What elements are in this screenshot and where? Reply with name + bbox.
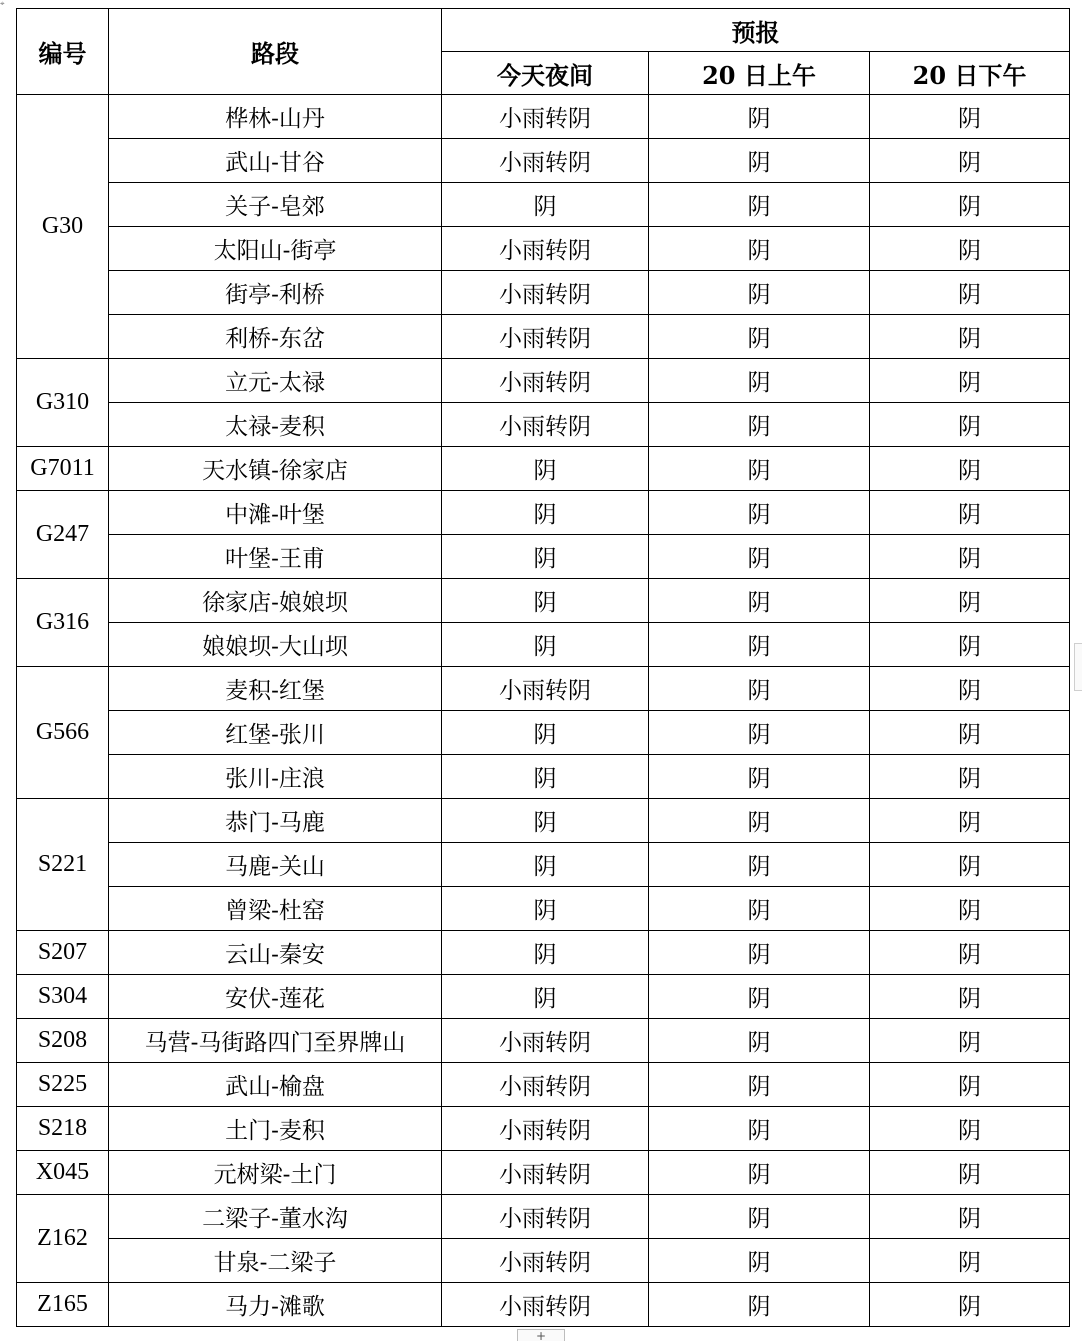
segment-cell: 麦积-红堡 (109, 667, 442, 711)
afternoon-forecast-cell: 阴 (870, 755, 1070, 799)
tonight-forecast-cell: 小雨转阴 (442, 1151, 649, 1195)
afternoon-forecast-cell: 阴 (870, 315, 1070, 359)
morning-forecast-cell: 阴 (649, 843, 870, 887)
segment-cell: 太阳山-街亭 (109, 227, 442, 271)
segment-cell: 马营-马街路四门至界牌山 (109, 1019, 442, 1063)
tonight-forecast-cell: 阴 (442, 711, 649, 755)
afternoon-forecast-cell: 阴 (870, 579, 1070, 623)
afternoon-forecast-cell: 阴 (870, 667, 1070, 711)
morning-forecast-cell: 阴 (649, 623, 870, 667)
tonight-forecast-cell: 小雨转阴 (442, 1107, 649, 1151)
header-afternoon: 20 日下午 (870, 52, 1070, 95)
tonight-forecast-cell: 阴 (442, 623, 649, 667)
segment-cell: 恭门-马鹿 (109, 799, 442, 843)
road-code-cell: S208 (17, 1019, 109, 1063)
morning-forecast-cell: 阴 (649, 1195, 870, 1239)
morning-forecast-cell: 阴 (649, 227, 870, 271)
afternoon-forecast-cell: 阴 (870, 1283, 1070, 1327)
table-row (17, 1151, 1070, 1195)
table-row (17, 139, 1070, 183)
morning-forecast-cell: 阴 (649, 447, 870, 491)
table-row (17, 359, 1070, 403)
road-code-cell: Z165 (17, 1283, 109, 1327)
add-row-button[interactable]: + (517, 1329, 565, 1341)
tonight-forecast-cell: 小雨转阴 (442, 667, 649, 711)
road-code-cell: G30 (17, 95, 109, 359)
tonight-forecast-cell: 小雨转阴 (442, 1195, 649, 1239)
tonight-forecast-cell: 小雨转阴 (442, 359, 649, 403)
header-row-1 (17, 9, 1070, 52)
header-code: 编号 (17, 9, 109, 95)
table-row (17, 183, 1070, 227)
segment-cell: 武山-甘谷 (109, 139, 442, 183)
tonight-forecast-cell: 阴 (442, 579, 649, 623)
table-row (17, 271, 1070, 315)
table-row (17, 799, 1070, 843)
table-row (17, 315, 1070, 359)
afternoon-forecast-cell: 阴 (870, 1195, 1070, 1239)
road-code-cell: S218 (17, 1107, 109, 1151)
road-code-cell: X045 (17, 1151, 109, 1195)
morning-forecast-cell: 阴 (649, 95, 870, 139)
tonight-forecast-cell: 小雨转阴 (442, 271, 649, 315)
morning-forecast-cell: 阴 (649, 799, 870, 843)
morning-forecast-cell: 阴 (649, 359, 870, 403)
morning-forecast-cell: 阴 (649, 1019, 870, 1063)
table-row (17, 1107, 1070, 1151)
morning-forecast-cell: 阴 (649, 1283, 870, 1327)
road-code-cell: G316 (17, 579, 109, 667)
table-row (17, 95, 1070, 139)
tonight-forecast-cell: 小雨转阴 (442, 95, 649, 139)
afternoon-forecast-cell: 阴 (870, 271, 1070, 315)
afternoon-forecast-cell: 阴 (870, 227, 1070, 271)
table-row (17, 1239, 1070, 1283)
afternoon-forecast-cell: 阴 (870, 1019, 1070, 1063)
segment-cell: 红堡-张川 (109, 711, 442, 755)
table-row (17, 1019, 1070, 1063)
morning-forecast-cell: 阴 (649, 931, 870, 975)
segment-cell: 二梁子-董水沟 (109, 1195, 442, 1239)
table-body (17, 95, 1070, 1327)
segment-cell: 关子-皂郊 (109, 183, 442, 227)
afternoon-forecast-cell: 阴 (870, 447, 1070, 491)
afternoon-forecast-cell: 阴 (870, 623, 1070, 667)
table-row (17, 403, 1070, 447)
morning-forecast-cell: 阴 (649, 271, 870, 315)
morning-forecast-cell: 阴 (649, 1063, 870, 1107)
morning-forecast-cell: 阴 (649, 315, 870, 359)
header-forecast: 预报 (442, 9, 1070, 52)
afternoon-forecast-cell: 阴 (870, 535, 1070, 579)
tonight-forecast-cell: 阴 (442, 887, 649, 931)
table-move-handle-icon[interactable]: ⌖ (0, 0, 5, 8)
segment-cell: 土门-麦积 (109, 1107, 442, 1151)
morning-forecast-cell: 阴 (649, 887, 870, 931)
header-segment: 路段 (109, 9, 442, 95)
table-row (17, 1283, 1070, 1327)
tonight-forecast-cell: 阴 (442, 799, 649, 843)
morning-forecast-cell: 阴 (649, 535, 870, 579)
table-row (17, 667, 1070, 711)
segment-cell: 曾梁-杜窑 (109, 887, 442, 931)
road-code-cell: S304 (17, 975, 109, 1019)
road-code-cell: S221 (17, 799, 109, 931)
afternoon-forecast-cell: 阴 (870, 887, 1070, 931)
segment-cell: 武山-榆盘 (109, 1063, 442, 1107)
segment-cell: 甘泉-二梁子 (109, 1239, 442, 1283)
table-row (17, 755, 1070, 799)
road-code-cell: S207 (17, 931, 109, 975)
afternoon-forecast-cell: 阴 (870, 1239, 1070, 1283)
tonight-forecast-cell: 阴 (442, 975, 649, 1019)
afternoon-forecast-cell: 阴 (870, 1063, 1070, 1107)
table-row (17, 227, 1070, 271)
afternoon-forecast-cell: 阴 (870, 95, 1070, 139)
segment-cell: 桦林-山丹 (109, 95, 442, 139)
table-row (17, 1063, 1070, 1107)
morning-forecast-cell: 阴 (649, 1239, 870, 1283)
table-row (17, 931, 1070, 975)
segment-cell: 安伏-莲花 (109, 975, 442, 1019)
segment-cell: 天水镇-徐家店 (109, 447, 442, 491)
tonight-forecast-cell: 小雨转阴 (442, 1239, 649, 1283)
segment-cell: 马鹿-关山 (109, 843, 442, 887)
tonight-forecast-cell: 阴 (442, 183, 649, 227)
road-code-cell: G247 (17, 491, 109, 579)
table-row (17, 843, 1070, 887)
afternoon-forecast-cell: 阴 (870, 843, 1070, 887)
segment-cell: 利桥-东岔 (109, 315, 442, 359)
morning-forecast-cell: 阴 (649, 491, 870, 535)
segment-cell: 张川-庄浪 (109, 755, 442, 799)
segment-cell: 中滩-叶堡 (109, 491, 442, 535)
tonight-forecast-cell: 小雨转阴 (442, 403, 649, 447)
tonight-forecast-cell: 阴 (442, 491, 649, 535)
afternoon-forecast-cell: 阴 (870, 359, 1070, 403)
morning-forecast-cell: 阴 (649, 579, 870, 623)
tonight-forecast-cell: 小雨转阴 (442, 1283, 649, 1327)
header-tonight: 今天夜间 (442, 52, 649, 95)
table-row (17, 975, 1070, 1019)
road-code-cell: G310 (17, 359, 109, 447)
road-code-cell: G7011 (17, 447, 109, 491)
table-row (17, 447, 1070, 491)
tonight-forecast-cell: 小雨转阴 (442, 1063, 649, 1107)
segment-cell: 叶堡-王甫 (109, 535, 442, 579)
tonight-forecast-cell: 阴 (442, 755, 649, 799)
table-row (17, 491, 1070, 535)
table-row (17, 535, 1070, 579)
morning-forecast-cell: 阴 (649, 975, 870, 1019)
segment-cell: 街亭-利桥 (109, 271, 442, 315)
segment-cell: 娘娘坝-大山坝 (109, 623, 442, 667)
segment-cell: 立元-太禄 (109, 359, 442, 403)
table-row (17, 623, 1070, 667)
segment-cell: 马力-滩歌 (109, 1283, 442, 1327)
header-morning: 20 日上午 (649, 52, 870, 95)
tonight-forecast-cell: 阴 (442, 931, 649, 975)
tonight-forecast-cell: 阴 (442, 843, 649, 887)
tonight-forecast-cell: 小雨转阴 (442, 227, 649, 271)
afternoon-forecast-cell: 阴 (870, 1107, 1070, 1151)
road-code-cell: S225 (17, 1063, 109, 1107)
afternoon-forecast-cell: 阴 (870, 491, 1070, 535)
afternoon-forecast-cell: 阴 (870, 403, 1070, 447)
morning-forecast-cell: 阴 (649, 711, 870, 755)
morning-forecast-cell: 阴 (649, 403, 870, 447)
afternoon-forecast-cell: 阴 (870, 1151, 1070, 1195)
afternoon-forecast-cell: 阴 (870, 183, 1070, 227)
table-row (17, 887, 1070, 931)
tonight-forecast-cell: 小雨转阴 (442, 1019, 649, 1063)
road-weather-forecast-table (16, 8, 1070, 1327)
morning-forecast-cell: 阴 (649, 183, 870, 227)
tonight-forecast-cell: 小雨转阴 (442, 139, 649, 183)
road-code-cell: Z162 (17, 1195, 109, 1283)
resize-handle[interactable] (1074, 643, 1082, 691)
afternoon-forecast-cell: 阴 (870, 799, 1070, 843)
afternoon-forecast-cell: 阴 (870, 711, 1070, 755)
table-header (17, 9, 1070, 95)
tonight-forecast-cell: 阴 (442, 535, 649, 579)
segment-cell: 云山-秦安 (109, 931, 442, 975)
morning-forecast-cell: 阴 (649, 139, 870, 183)
segment-cell: 太禄-麦积 (109, 403, 442, 447)
tonight-forecast-cell: 阴 (442, 447, 649, 491)
segment-cell: 元树梁-土门 (109, 1151, 442, 1195)
morning-forecast-cell: 阴 (649, 1151, 870, 1195)
table-row (17, 711, 1070, 755)
afternoon-forecast-cell: 阴 (870, 139, 1070, 183)
morning-forecast-cell: 阴 (649, 755, 870, 799)
road-code-cell: G566 (17, 667, 109, 799)
segment-cell: 徐家店-娘娘坝 (109, 579, 442, 623)
table-row (17, 1195, 1070, 1239)
tonight-forecast-cell: 小雨转阴 (442, 315, 649, 359)
table-row (17, 579, 1070, 623)
afternoon-forecast-cell: 阴 (870, 975, 1070, 1019)
afternoon-forecast-cell: 阴 (870, 931, 1070, 975)
morning-forecast-cell: 阴 (649, 667, 870, 711)
morning-forecast-cell: 阴 (649, 1107, 870, 1151)
